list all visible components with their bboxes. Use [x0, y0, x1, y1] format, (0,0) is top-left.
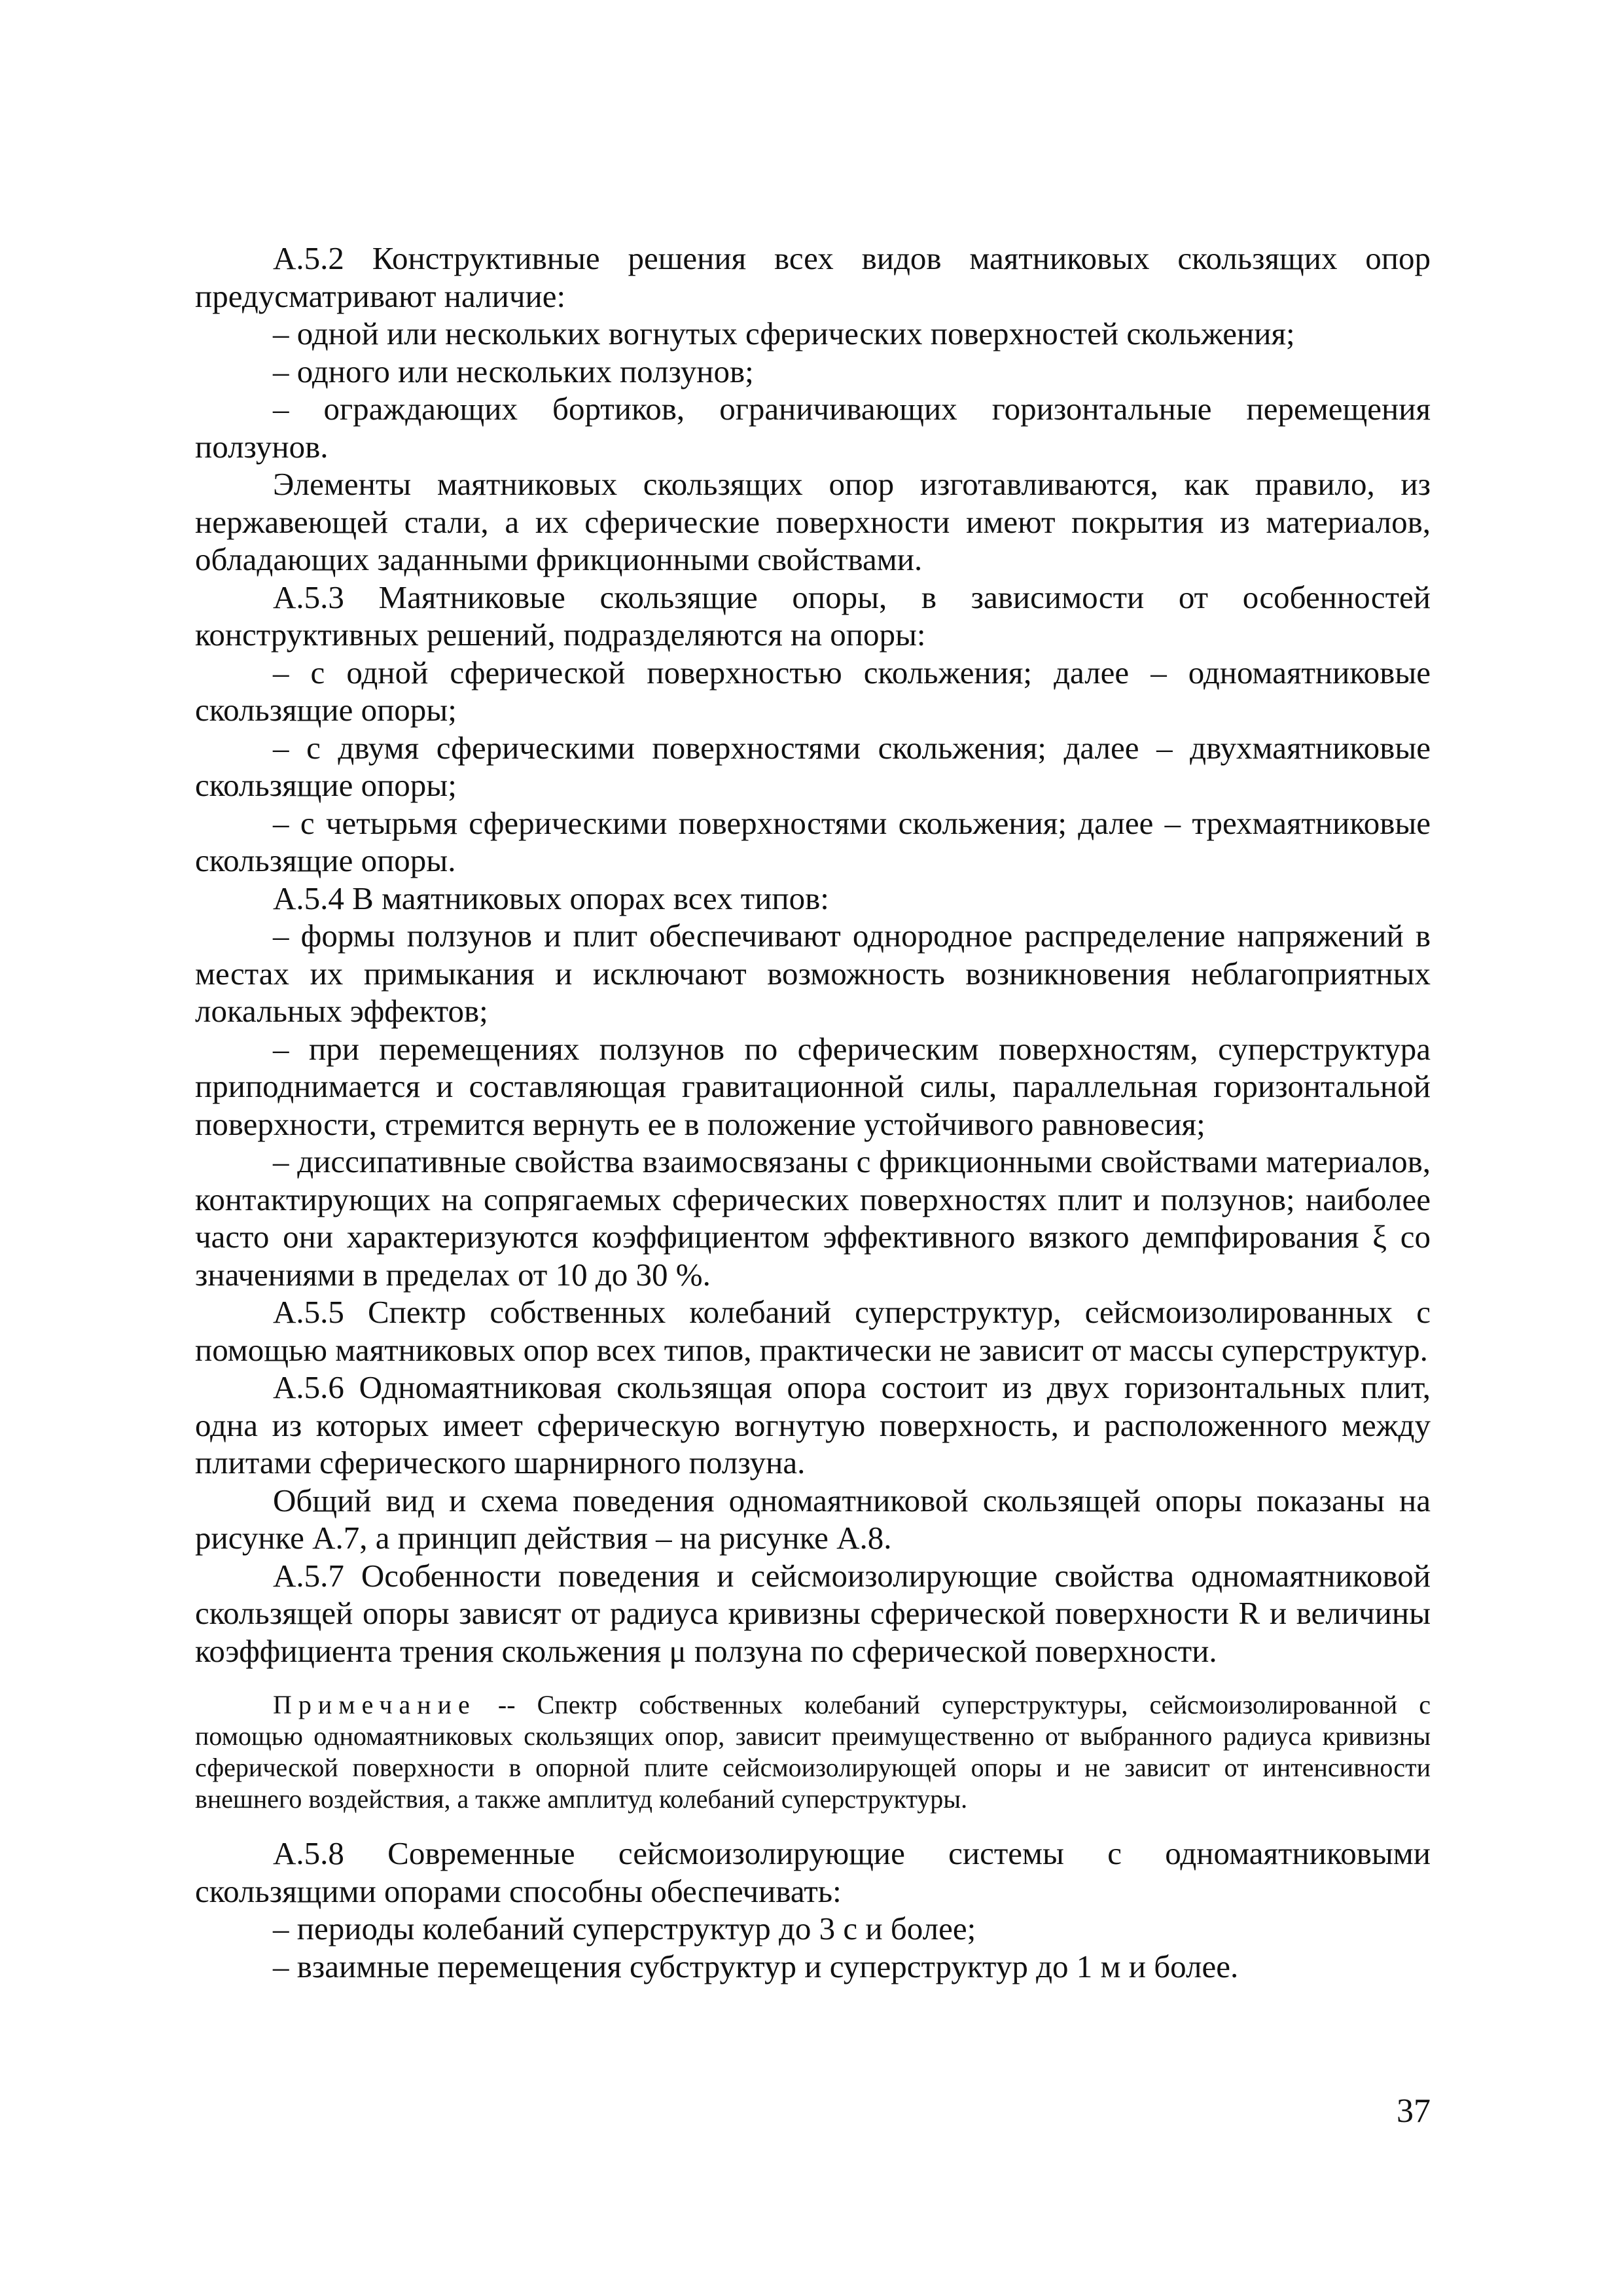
list-item: – одной или нескольких вогнутых сферических поверхностей скольжения;: [273, 315, 1295, 351]
paragraph-a57: А.5.7 Особенности поведения и сейсмоизолирующие свойства одномаятниковой скользящей опоры зависят от радиуса кривизны сферической поверхности R и величины коэффициента трения скольжения μ ползуна по сферической поверхности.: [195, 1557, 1431, 1669]
document-body: [195, 240, 1431, 1985]
list-item: – одного или нескольких ползунов;: [273, 353, 754, 389]
list-item: – диссипативные свойства взаимосвязаны с фрикционными свойствами материалов, контактирующих на сопрягаемых сферических поверхностях плит и ползунов; наиболее часто они характеризуются коэффициентом эффективного вязкого демпфирования ξ со значениями в пределах от 10 до 30 %.: [195, 1143, 1431, 1293]
note: [195, 1689, 1431, 1815]
list-item: – при перемещениях ползунов по сферическим поверхностям, суперструктура приподнимается и составляющая гравитационной силы, параллельная горизонтальной поверхности, стремится вернуть ее в положение устойчивого равновесия;: [195, 1030, 1431, 1142]
list-item: – с четырьмя сферическими поверхностями скольжения; далее – трехмаятниковые скользящие опоры.: [195, 804, 1431, 878]
paragraph-elements: Элементы маятниковых скользящих опор изготавливаются, как правило, из нержавеющей стали, а их сферические поверхности имеют покрытия из материалов, обладающих заданными фрикционными свойствами.: [195, 466, 1431, 577]
paragraph-a55: А.5.5 Спектр собственных колебаний суперструктур, сейсмоизолированных с помощью маятниковых опор всех типов, практически не зависит от массы суперструктур.: [195, 1294, 1431, 1368]
paragraph-a54: А.5.4 В маятниковых опорах всех типов:: [273, 880, 829, 916]
list-item: – взаимные перемещения субструктур и суперструктур до 1 м и более.: [273, 1948, 1239, 1984]
page-number: 37: [1397, 2092, 1431, 2130]
list-item: – с одной сферической поверхностью скольжения; далее – одномаятниковые скользящие опоры;: [195, 654, 1431, 728]
paragraph-a58: А.5.8 Современные сейсмоизолирующие системы с одномаятниковыми скользящими опорами способны обеспечивать:: [195, 1835, 1431, 1909]
list-item: – периоды колебаний суперструктур до 3 с и более;: [273, 1910, 976, 1946]
paragraph-a56: А.5.6 Одномаятниковая скользящая опора состоит из двух горизонтальных плит, одна из которых имеет сферическую вогнутую поверхность, и расположенного между плитами сферического шарнирного ползуна.: [195, 1369, 1431, 1480]
list-item: – формы ползунов и плит обеспечивают однородное распределение напряжений в местах их примыкания и исключают возможность возникновения неблагоприятных локальных эффектов;: [195, 918, 1431, 1029]
paragraph-a52: А.5.2 Конструктивные решения всех видов маятниковых скользящих опор предусматривают наличие:: [195, 240, 1431, 314]
paragraph-figure-reference: Общий вид и схема поведения одномаятниковой скользящей опоры показаны на рисунке А.7, а принцип действия – на рисунке А.8.: [195, 1482, 1431, 1556]
note-label: Примечание: [273, 1690, 476, 1719]
list-item: – ограждающих бортиков, ограничивающих горизонтальные перемещения ползунов.: [195, 391, 1431, 465]
paragraph-a53: А.5.3 Маятниковые скользящие опоры, в зависимости от особенностей конструктивных решений, подразделяются на опоры:: [195, 579, 1431, 653]
list-item: – с двумя сферическими поверхностями скольжения; далее – двухмаятниковые скользящие опоры;: [195, 729, 1431, 803]
note-text: -- Спектр собственных колебаний суперструктуры, сейсмоизолированной с помощью одномаятниковых скользящих опор, зависит преимущественно от выбранного радиуса кривизны сферической поверхности в опорной плите сейсмоизолирующей опоры и не зависит от интенсивности внешнего воздействия, а также амплитуд колебаний суперструктуры.: [195, 1690, 1431, 1814]
